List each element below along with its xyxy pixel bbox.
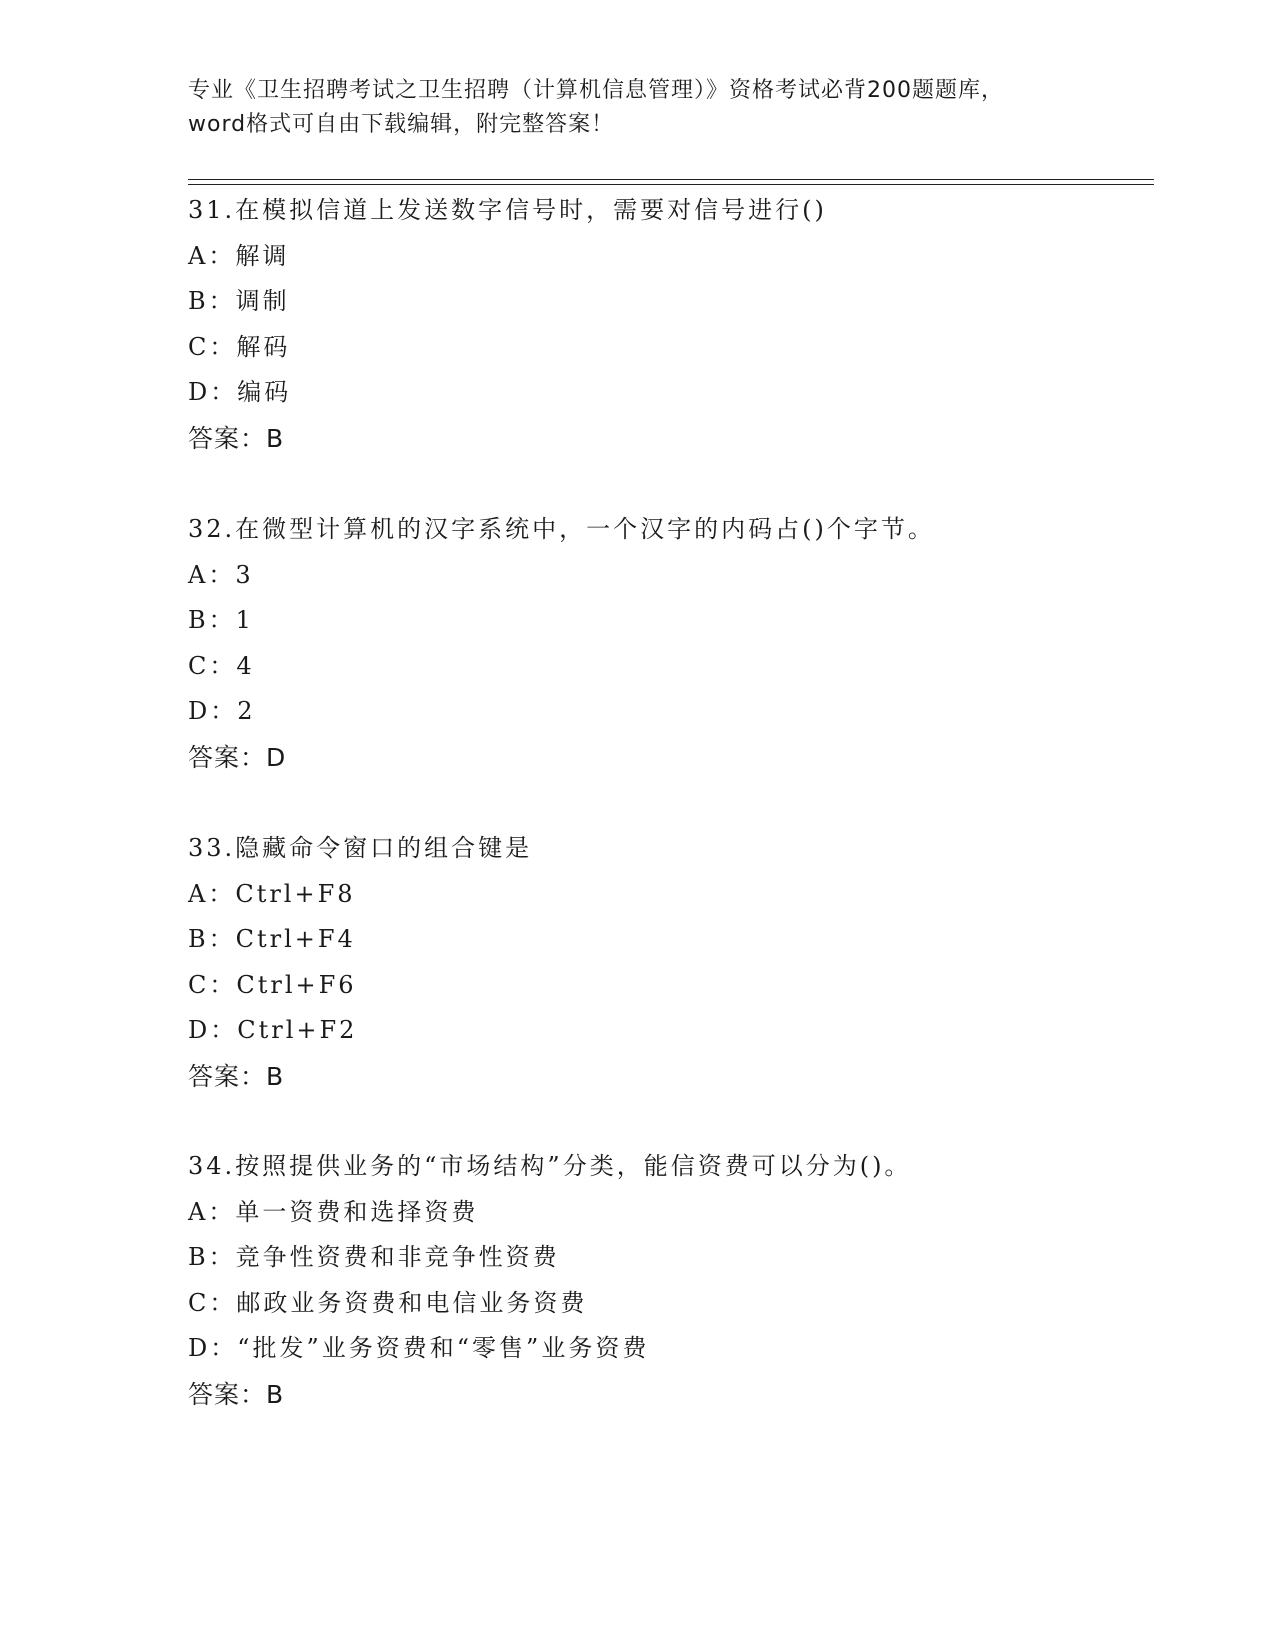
option-a: A：解调 — [188, 241, 290, 270]
question-33 — [188, 826, 1148, 1099]
option-d: D：“批发”业务资费和“零售”业务资费 — [188, 1334, 650, 1362]
option-d: D：2 — [188, 697, 256, 725]
option-d: D：编码 — [188, 378, 292, 406]
option-b: B：竞争性资费和非竞争性资费 — [188, 1243, 560, 1271]
option-a: A：3 — [188, 560, 254, 589]
question-34 — [188, 1144, 1148, 1417]
question-32 — [188, 507, 1148, 780]
option-c: C：Ctrl+F6 — [188, 970, 357, 999]
question-stem: 32.在微型计算机的汉字系统中，一个汉字的内码占()个字节。 — [188, 515, 935, 543]
option-b: B：调制 — [188, 287, 290, 315]
option-b: B：1 — [188, 606, 254, 634]
header-line-1: 专业《卫生招聘考试之卫生招聘（计算机信息管理）》资格考试必背200题题库， — [188, 78, 1004, 103]
answer-label: 答案：B — [188, 1061, 285, 1091]
option-d: D：Ctrl+F2 — [188, 1016, 358, 1044]
answer-label: 答案：D — [188, 742, 287, 772]
question-stem: 31.在模拟信道上发送数字信号时，需要对信号进行() — [188, 196, 827, 224]
header-divider-bottom — [188, 184, 1154, 185]
answer-label: 答案：B — [188, 423, 285, 453]
header-divider-top — [188, 179, 1154, 180]
header-line-2: word格式可自由下载编辑，附完整答案！ — [188, 112, 615, 137]
question-stem: 34.按照提供业务的“市场结构”分类，能信资费可以分为()。 — [188, 1152, 912, 1180]
question-stem: 33.隐藏命令窗口的组合键是 — [188, 834, 533, 862]
option-a: A：Ctrl+F8 — [188, 879, 356, 908]
option-c: C：4 — [188, 651, 255, 680]
option-a: A：单一资费和选择资费 — [188, 1197, 479, 1226]
option-b: B：Ctrl+F4 — [188, 925, 356, 953]
document-header — [188, 74, 1088, 142]
option-c: C：解码 — [188, 332, 291, 361]
question-31 — [188, 188, 1148, 461]
option-c: C：邮政业务资费和电信业务资费 — [188, 1288, 588, 1317]
answer-label: 答案：B — [188, 1379, 285, 1409]
